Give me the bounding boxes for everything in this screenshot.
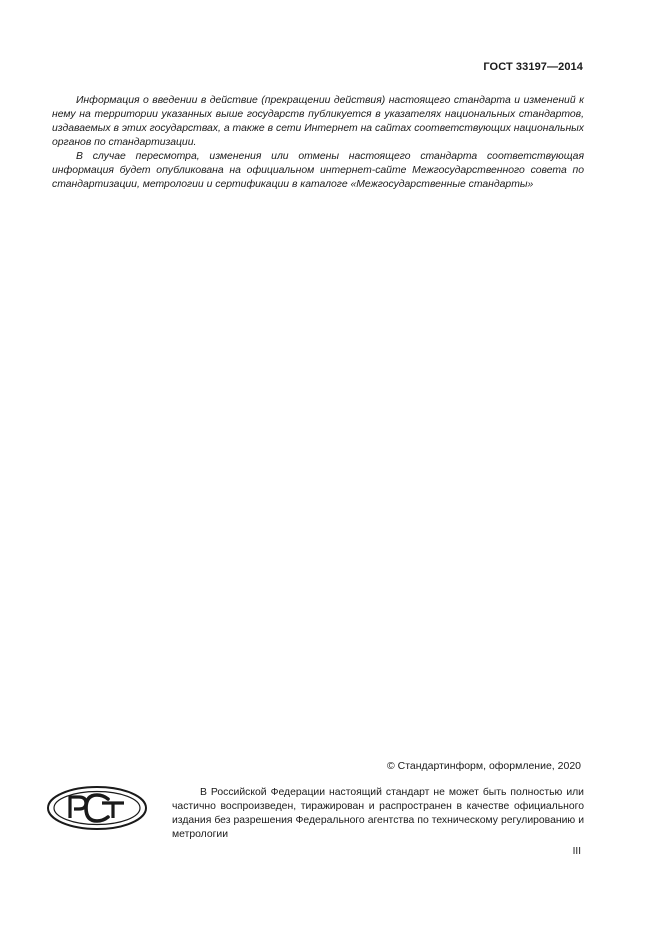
copyright-line: © Стандартинформ, оформление, 2020 — [386, 760, 581, 772]
legal-notice — [172, 786, 584, 842]
gost-r-certification-mark-icon — [46, 785, 148, 831]
info-paragraph-1: Информация о введении в действие (прекращении действия) настоящего стандарта и изменений к нему на территории указанных выше государств публикуется в указателях национальных стандартов, издаваемых в этих государствах, а также в сети Интернет на сайтах соответствующих национальных органов по стандартизации. — [52, 95, 584, 148]
legal-notice-text: В Российской Федерации настоящий стандарт не может быть полностью или частично воспроизведен, тиражирован и распространен в качестве официального издания без разрешения Федерального агентства по техническому регулированию и метрологии — [172, 787, 584, 840]
page-number: III — [572, 846, 581, 857]
info-block — [52, 94, 584, 192]
info-paragraph-2: В случае пересмотра, изменения или отмены настоящего стандарта соответствующая информация будет опубликована на официальном интернет-сайте Межгосударственного совета по стандартизации, метрологии и сертификации в каталоге «Межгосударственные стандарты» — [52, 151, 584, 190]
standard-code: ГОСТ 33197—2014 — [483, 61, 583, 73]
